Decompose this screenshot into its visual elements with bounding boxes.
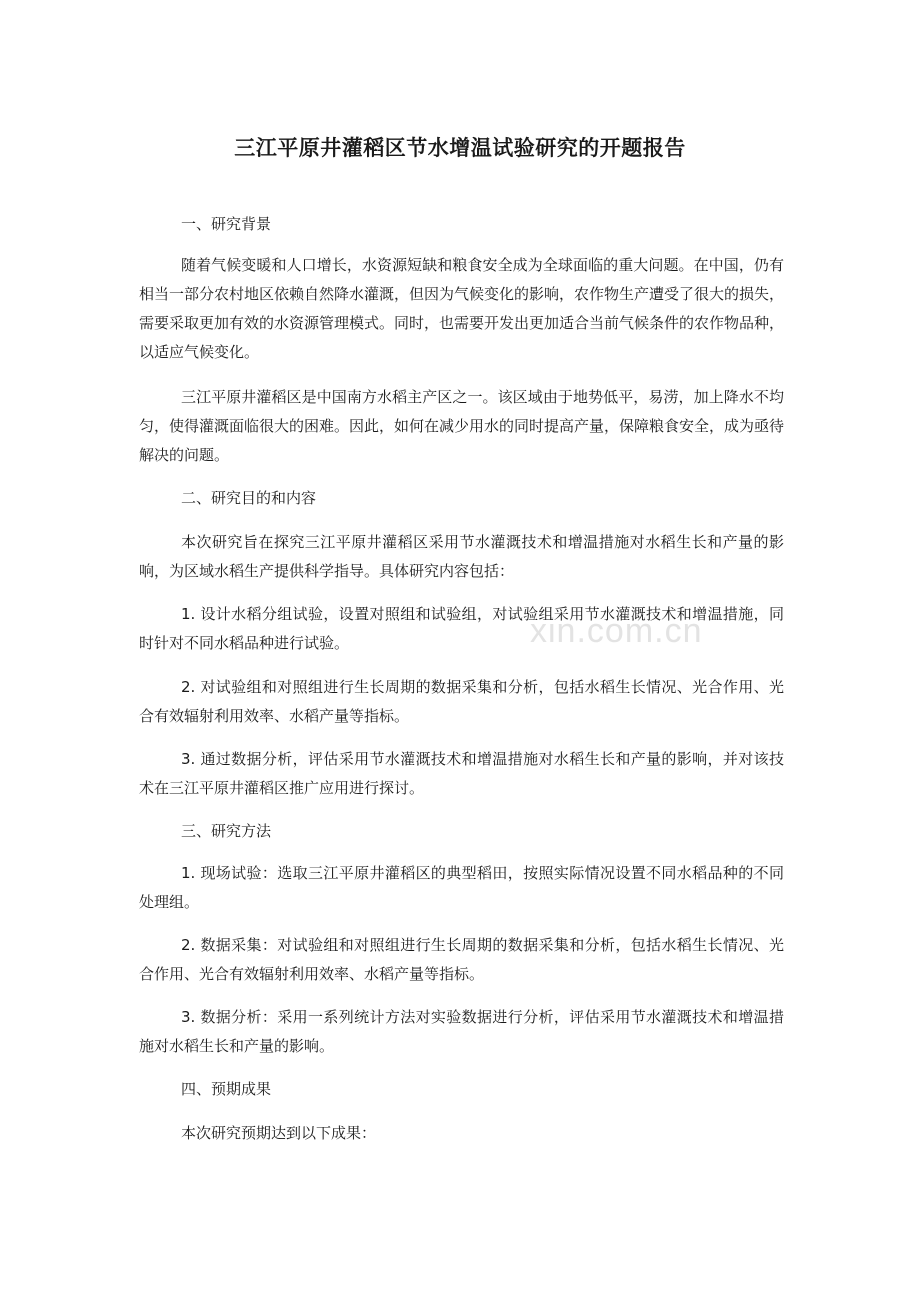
paragraph-background-1: 随着气候变暖和人口增长，水资源短缺和粮食安全成为全球面临的重大问题。在中国，仍有相当一部分农村地区依赖自然降水灌溉，但因为气候变化的影响，农作物生产遭受了很大的损失，需要采取更加有效的水资源管理模式。同时，也需要开发出更加适合当前气候条件的农作物品种，以适应气候变化。 <box>139 256 785 361</box>
document-title: 三江平原井灌稻区节水增温试验研究的开题报告 <box>234 136 686 160</box>
list-item-method-2: 2. 数据采集：对试验组和对照组进行生长周期的数据采集和分析，包括水稻生长情况、光合作用、光合有效辐射利用效率、水稻产量等指标。 <box>139 936 784 983</box>
paragraph-objectives-intro: 本次研究旨在探究三江平原井灌稻区采用节水灌溉技术和增温措施对水稻生长和产量的影响，为区域水稻生产提供科学指导。具体研究内容包括： <box>139 533 784 580</box>
list-item-objective-3: 3. 通过数据分析，评估采用节水灌溉技术和增温措施对水稻生长和产量的影响，并对该技术在三江平原井灌稻区推广应用进行探讨。 <box>139 750 784 797</box>
section-heading-background: 一、研究背景 <box>181 215 272 233</box>
watermark: xin.com.cn <box>530 612 703 650</box>
paragraph-background-2: 三江平原井灌稻区是中国南方水稻主产区之一。该区域由于地势低平，易涝，加上降水不均匀，使得灌溉面临很大的困难。因此，如何在减少用水的同时提高产量，保障粮食安全，成为亟待解决的问题。 <box>139 388 785 464</box>
list-item-objective-2: 2. 对试验组和对照组进行生长周期的数据采集和分析，包括水稻生长情况、光合作用、光合有效辐射利用效率、水稻产量等指标。 <box>139 678 784 725</box>
paragraph-outcomes-intro: 本次研究预期达到以下成果： <box>181 1124 377 1142</box>
list-item-objective-1: 1. 设计水稻分组试验，设置对照组和试验组，对试验组采用节水灌溉技术和增温措施，同时针对不同水稻品种进行试验。 <box>139 605 784 652</box>
section-heading-outcomes: 四、预期成果 <box>181 1080 272 1098</box>
list-item-method-3: 3. 数据分析：采用一系列统计方法对实验数据进行分析，评估采用节水灌溉技术和增温措施对水稻生长和产量的影响。 <box>139 1008 784 1055</box>
list-item-method-1: 1. 现场试验：选取三江平原井灌稻区的典型稻田，按照实际情况设置不同水稻品种的不同处理组。 <box>139 864 784 911</box>
section-heading-objectives: 二、研究目的和内容 <box>181 489 317 507</box>
section-heading-methods: 三、研究方法 <box>181 822 272 840</box>
